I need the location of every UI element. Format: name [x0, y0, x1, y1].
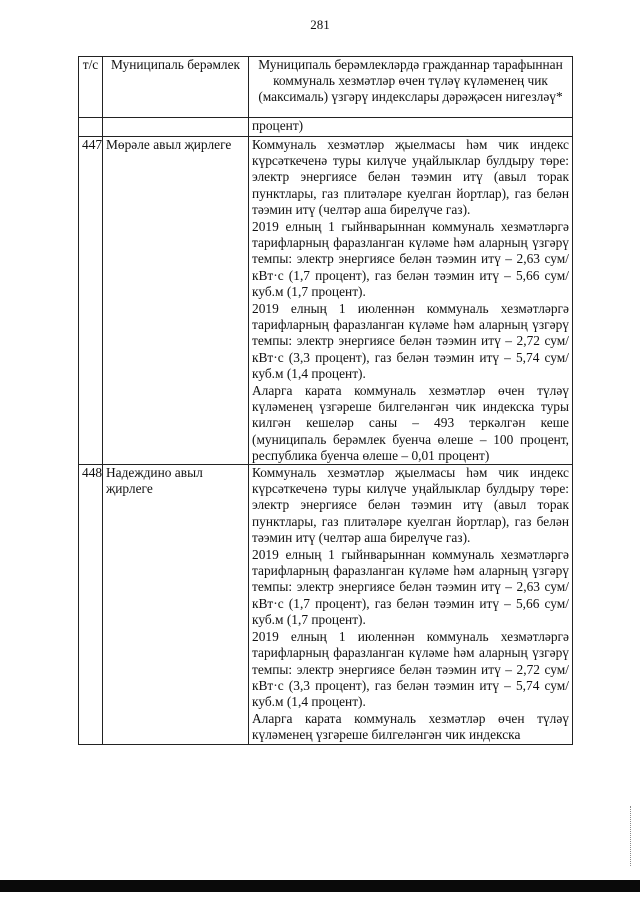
header-municipality: Муниципаль берәмлек: [103, 57, 249, 118]
scan-bottom-edge: [0, 880, 640, 892]
header-num: т/с: [79, 57, 103, 118]
continuation-text: процент): [249, 118, 573, 137]
paragraph: Аларга карата коммуналь хезмәтләр өчен түләү күләменең үзгәреше билгеләнгән чик индекска туры килгән кешеләр саны – 493 теркәлгән кеше (муниципаль берәмлек буенча өлеше – 100 процент, республика буенча өлеше – 0,01 процент): [252, 383, 569, 463]
municipality-name: Надеждино авыл җирлеге: [103, 465, 249, 744]
table-row: [79, 137, 573, 465]
row-description: [249, 137, 573, 465]
continuation-num-cell: [79, 118, 103, 137]
table-header-row: [79, 57, 573, 118]
paragraph: 2019 елның 1 июленнән коммуналь хезмәтләргә тарифларның фаразланган күләме һәм аларның үзгәрү темпы: электр энергиясе белән тәэмин итү – 2,72 сум/кВт·с (3,3 процент), газ белән тәэмин итү – 5,74 сум/куб.м (1,4 процент).: [252, 629, 569, 709]
paragraph: 2019 елның 1 гыйнварыннан коммуналь хезмәтләргә тарифларның фаразланган күләме һәм аларның үзгәрү темпы: электр энергиясе белән тәэмин итү – 2,63 сум/кВт·с (1,7 процент), газ белән тәэмин итү – 5,66 сум/куб.м (1,7 процент).: [252, 219, 569, 299]
paragraph: Коммуналь хезмәтләр җыелмасы һәм чик индекс күрсәткеченә туры килүче уңайлыклар булдыру төре: электр энергиясе белән тәэмин итү (авыл торак пунктлары, газ плитәләре куелган йортлар), газ белән тәэмин итү (челтәр аша бирелүче газ).: [252, 137, 569, 217]
paragraph: Коммуналь хезмәтләр җыелмасы һәм чик индекс күрсәткеченә туры килүче уңайлыклар булдыру төре: электр энергиясе белән тәэмин итү (авыл торак пунктлары, газ плитәләре куелган йортлар), газ белән тәэмин итү (челтәр аша бирелүче газ).: [252, 465, 569, 545]
paragraph: Аларга карата коммуналь хезмәтләр өчен түләү күләменең үзгәреше билгеләнгән чик индекска: [252, 711, 569, 743]
scan-artifact: [630, 806, 634, 866]
paragraph: 2019 елның 1 гыйнварыннан коммуналь хезмәтләргә тарифларның фаразланган күләме һәм аларның үзгәрү темпы: электр энергиясе белән тәэмин итү – 2,63 сум/кВт·с (1,7 процент), газ белән тәэмин итү – 5,66 сум/куб.м (1,7 процент).: [252, 547, 569, 627]
continuation-name-cell: [103, 118, 249, 137]
paragraph: 2019 елның 1 июленнән коммуналь хезмәтләргә тарифларның фаразланган күләме һәм аларның үзгәрү темпы: электр энергиясе белән тәэмин итү – 2,72 сум/кВт·с (3,3 процент), газ белән тәэмин итү – 5,74 сум/куб.м (1,4 процент).: [252, 301, 569, 381]
continuation-row: [79, 118, 573, 137]
header-description: Муниципаль берәмлекләрдә гражданнар тарафыннан коммуналь хезмәтләр өчен түләү күләменең чик (максималь) үзгәрү индекслары дәрәҗәсен нигезләү*: [249, 57, 573, 118]
row-number: 447: [79, 137, 103, 465]
page-number: 281: [310, 17, 330, 32]
municipality-name: Мөрәле авыл җирлеге: [103, 137, 249, 465]
row-description: [249, 465, 573, 744]
table-row: [79, 465, 573, 744]
row-number: 448: [79, 465, 103, 744]
municipal-index-table: [78, 56, 573, 745]
